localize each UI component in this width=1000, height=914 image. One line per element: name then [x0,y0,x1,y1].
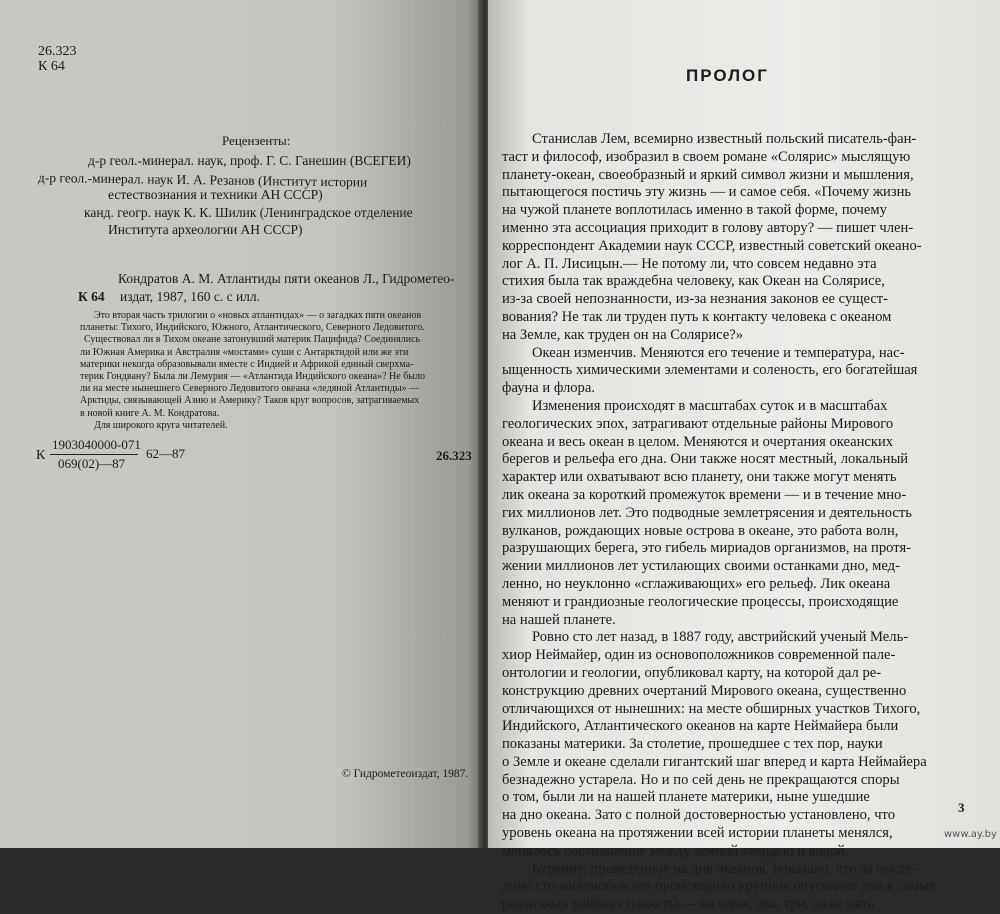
text-line: фауна и флора. [502,380,595,397]
text-line: онтологии и геологии, опубликовал карту, на которой дал ре- [502,664,882,681]
annotation-line: материки некогда образовывали вместе с Индией и Африкой единый сверхма- [80,358,414,370]
text-line: именно эта ассоциация приходит в голову автору? — пишет член- [502,219,914,236]
text-line: уровень океана на протяжении всей истории планеты менялся, [502,825,893,842]
isbn-prefix: К [36,448,46,463]
classification-code: К 64 [38,59,65,74]
text-line: Индийского, Атлантического океанов на карте Неймайера были [502,718,899,735]
annotation-line: Существовал ли в Тихом океане затонувший материк Пацифида? Соединялись [84,334,421,346]
text-line: гих миллионов лет. Это подводные землетрясения и деятельность [502,504,912,521]
text-line: показаны материки. За столетие, прошедшее с тех пор, науки [502,736,883,753]
isbn-suffix: 62—87 [146,446,185,461]
copyright: © Гидрометеоиздат, 1987. [342,768,469,780]
annotation-line: Арктиды, связывающей Азию и Америку? Таков круг вопросов, затрагиваемых [80,395,420,407]
reviewer-line: канд. геогр. наук К. К. Шилик (Ленинградское отделение [84,205,413,220]
text-line: пытающегося постичь эту жизнь — и самое себя. «Почему жизнь [502,184,912,201]
text-line: отличающихся от нынешних: на месте обширных участков Тихого, [502,700,921,717]
text-line: лик океана за короткий промежуток времени — и в течение мно- [502,486,907,503]
watermark: www.ay.by [944,829,997,840]
text-line: о Земле и океане сделали гигантский шаг вперед и карта Неймайера [502,753,927,770]
annotation [80,310,470,432]
chapter-title: ПРОЛОГ [686,66,769,85]
text-line: берегов и рельефа его дна. Они также носят местный, локальный [502,451,909,468]
text-line: хиор Неймайер, один из основоположников современной пале- [502,647,896,664]
text-line: ленно, но неуклонно «сглаживающих» его рельеф. Лик океана [502,575,891,592]
body-text [502,131,950,914]
text-line: корреспондент Академии наук СССР, известный советский океано- [502,237,922,254]
classification-code: 26.323 [38,44,77,59]
text-line: из-за своей непознанности, из-за незнания законов ее сущест- [502,291,889,308]
text-line: на чужой планете воплотилась именно в такой форме, почему [502,202,887,219]
isbn-denominator: 069(02)—87 [58,456,126,471]
fraction-line [50,454,138,455]
reviewers-title: Рецензенты: [222,133,291,148]
text-line: Изменения происходят в масштабах суток и в масштабах [532,397,888,414]
text-line: вования? Не так ли труден путь к контакту человека с океаном [502,308,892,325]
left-page [0,0,482,848]
text-line: Станислав Лем, всемирно известный польский писатель-фан- [532,131,917,147]
annotation-line: планеты: Тихого, Индийского, Южного, Атлантического, Северного Ледовитого. [80,322,425,334]
bib-code: К 64 [78,289,105,304]
text-line: планету-океан, своеобразный и яркий символ жизни и мышления, [502,166,914,183]
reviewer-line: Института археологии АН СССР) [108,222,303,237]
annotation-line: ли Южная Америка и Австралия «мостами» суши с Антарктидой или же эти [80,346,409,358]
annotation-line: Для широкого круга читателей. [94,419,228,431]
text-line: вулканов, рождающих новые острова в океане, это работа волн, [502,522,899,539]
text-line: океана и весь океан в целом. Меняются и очертания океанских [502,433,894,450]
annotation-line: ли на месте нынешнего Северного Ледовитого океана «ледяной Атлантиды» — [80,383,420,395]
reviewer-line: д-р геол.-минерал. наук И. А. Резанов (Институт истории [37,170,368,190]
text-line: таст и философ, изобразил в своем романе «Солярис» мыслящую [502,148,911,165]
reviewer-line: естествознания и техники АН СССР) [108,187,323,202]
reviewer-line: д-р геол.-минерал. наук, проф. Г. С. Ганешин (ВСЕГЕИ) [88,153,411,168]
text-line: меняют и грандиозные геологические процессы, происходящие [502,593,899,610]
text-line: Бурение, проведенное на дне океанов, показало, что за после- [532,860,917,877]
bibliographic-line: издат, 1987, 160 с. с илл. [120,289,261,304]
text-line: на нашей планете. [502,611,616,628]
text-line: Океан изменчив. Меняются его течение и температура, нас- [532,344,905,361]
page-number: 3 [958,800,965,815]
text-line: ыщенность химическими элементами и соленость, его богатейшая [502,362,918,379]
text-line: на Земле, как труден он на Солярисе?» [502,326,744,343]
text-line: безнадежно устарела. Но и по сей день не прекращаются споры [502,771,900,788]
text-line: Ровно сто лет назад, в 1887 году, австрийский ученый Мель- [532,629,909,646]
annotation-line: терик Гондвану? Была ли Лемурия — «Атлантида Индийского океана»? Не было [80,371,426,383]
isbn-numerator: 1903040000-071 [52,437,141,452]
annotation-line: Это вторая часть трилогии о «новых атлантидах» — о загадках пяти океанов [94,310,422,321]
text-line: разрушающих берега, это гибель мириадов организмов, на протя- [502,540,912,557]
text-line: жении миллионов лет устилающих своими останками дно, мед- [502,558,900,575]
annotation-line: в новой книге А. М. Кондратова. [80,407,220,419]
text-line: менялось соотношение между земной твердью и водой. [502,842,849,859]
text-line: на дно океана. Зато с полной достоверностью установлено, что [502,807,896,824]
text-line: дние сто миллионов лет происходило крупное опускание дна в самых [502,878,937,895]
bibliographic-line: Кондратов А. М. Атлантиды пяти океанов Л., Гидрометео- [118,271,455,286]
text-line: конструкцию древних очертаний Мирового океана, существенно [502,682,907,699]
text-line: стихия была так враждебна человеку, как Океан на Солярисе, [502,273,885,290]
text-line: лог А. П. Лисицын.— Не потому ли, что совсем недавно эта [502,255,877,272]
text-line: различных районах планеты — на один, два, три, даже пять [502,896,875,913]
isbn-code: 26.323 [436,448,472,463]
text-line: о том, были ли на нашей планете материки, ныне ушедшие [502,789,870,806]
text-line: характер или охватывают всю планету, они также могут менять [502,469,897,486]
text-line: геологических эпох, затрагивают отдельные районы Мирового [502,415,894,432]
